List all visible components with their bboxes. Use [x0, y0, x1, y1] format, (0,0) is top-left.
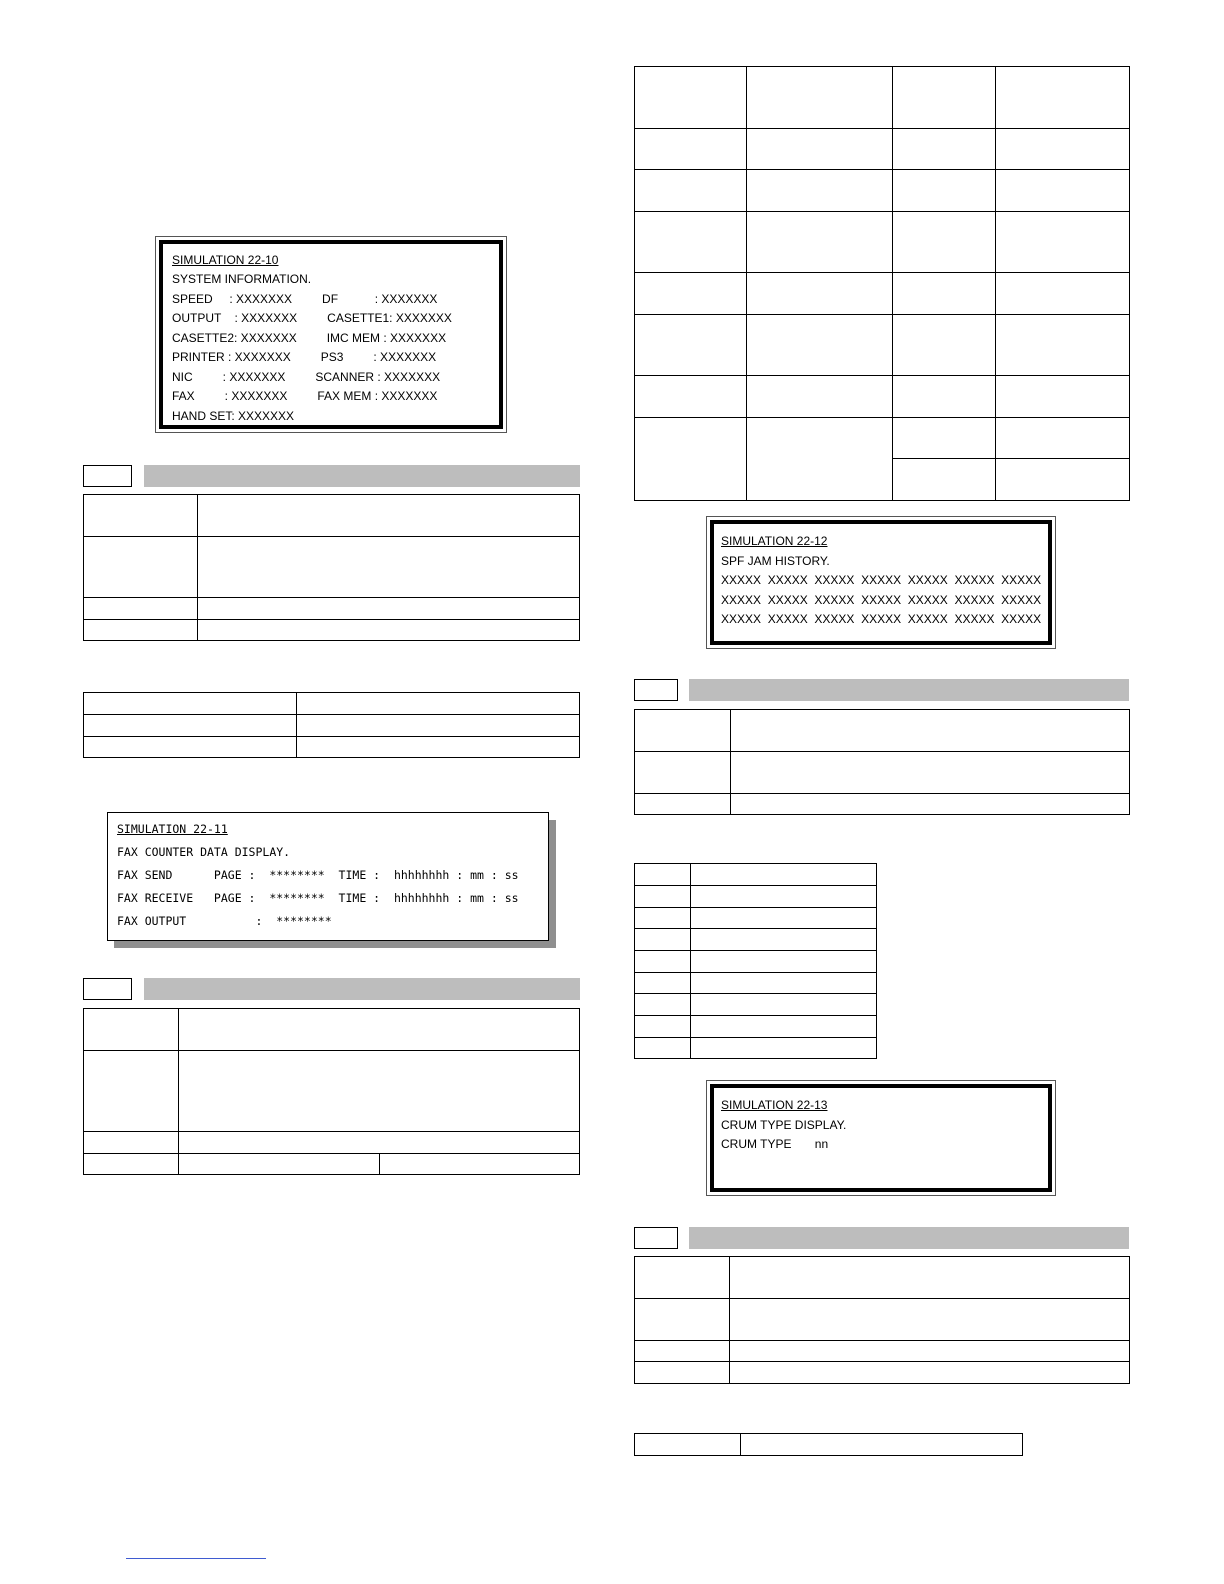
table-cell: [635, 376, 747, 418]
screen-title: SIMULATION 22-11: [117, 822, 228, 836]
table-cell: [84, 715, 297, 737]
section-header-bar: [689, 1227, 1129, 1249]
table-cell: [635, 794, 731, 815]
sim-22-13-sub-table: [634, 1433, 1023, 1456]
table-cell: [691, 1016, 877, 1038]
table-cell: [893, 459, 996, 501]
table-cell: [84, 693, 297, 715]
screen-line: CRUM TYPE nn: [721, 1137, 829, 1151]
table-cell: [84, 537, 198, 598]
table-cell: [635, 212, 747, 273]
table-cell: [996, 129, 1130, 170]
screen-line: NIC : XXXXXXX SCANNER : XXXXXXX: [172, 370, 441, 384]
sim-22-13-info-table: [634, 1256, 1130, 1384]
table-cell: [198, 495, 580, 537]
section-number-box: [83, 978, 132, 1000]
table-cell: [730, 1257, 1130, 1299]
table-cell: [996, 212, 1130, 273]
table-cell: [893, 67, 996, 129]
table-cell: [198, 537, 580, 598]
sim-22-10-sub-table: [83, 692, 580, 758]
table-cell: [635, 886, 691, 908]
table-cell: [691, 929, 877, 951]
screen-line: FAX SEND PAGE : ******** TIME : hhhhhhhh : mm : ss: [117, 868, 519, 882]
section-header-bar: [689, 679, 1129, 701]
table-cell: [747, 129, 893, 170]
table-cell: [635, 951, 691, 973]
table-cell: [84, 1154, 179, 1175]
table-cell: [747, 376, 893, 418]
screen-line: CRUM TYPE DISPLAY.: [721, 1118, 847, 1132]
table-cell: [635, 994, 691, 1016]
sim-22-12-detail-table: [634, 66, 1130, 501]
table-cell: [996, 67, 1130, 129]
sim-22-12-code-table: [634, 863, 877, 1059]
table-cell: [747, 212, 893, 273]
screen-line: PRINTER : XXXXXXX PS3 : XXXXXXX: [172, 350, 437, 364]
table-cell: [691, 994, 877, 1016]
table-cell: [84, 620, 198, 641]
table-cell: [893, 170, 996, 212]
sim-22-12-screen: [706, 516, 1056, 649]
table-cell: [198, 620, 580, 641]
table-cell: [84, 1009, 179, 1051]
table-cell: [635, 710, 731, 752]
table-cell: [297, 693, 580, 715]
table-cell: [730, 1341, 1130, 1362]
table-cell: [635, 1038, 691, 1059]
table-cell: [635, 67, 747, 129]
table-cell: [996, 459, 1130, 501]
table-cell: [635, 170, 747, 212]
table-cell: [635, 1362, 730, 1384]
table-cell: [747, 273, 893, 315]
table-cell: [635, 973, 691, 994]
table-cell: [635, 1016, 691, 1038]
sim-22-10-info-table: [83, 494, 580, 641]
table-cell: [731, 710, 1130, 752]
table-cell: [747, 315, 893, 376]
sim-22-12-info-table: [634, 709, 1130, 815]
table-cell: [297, 715, 580, 737]
section-number-box: [83, 465, 132, 487]
table-cell: [996, 418, 1130, 459]
table-cell: [635, 418, 747, 501]
table-cell: [297, 737, 580, 758]
table-cell: [179, 1132, 580, 1154]
table-cell: [747, 418, 893, 501]
table-cell: [996, 376, 1130, 418]
table-cell: [635, 315, 747, 376]
table-cell: [893, 273, 996, 315]
screen-line: SPF JAM HISTORY.: [721, 554, 830, 568]
screen-title: SIMULATION 22-13: [721, 1098, 828, 1112]
table-cell: [691, 1038, 877, 1059]
table-cell: [893, 212, 996, 273]
table-cell: [635, 1257, 730, 1299]
screen-line: OUTPUT : XXXXXXX CASETTE1: XXXXXXX: [172, 311, 452, 325]
screen-title: SIMULATION 22-10: [172, 253, 279, 267]
screen-line: FAX COUNTER DATA DISPLAY.: [117, 845, 291, 859]
table-cell: [84, 737, 297, 758]
screen-line: SPEED : XXXXXXX DF : XXXXXXX: [172, 292, 438, 306]
table-cell: [730, 1299, 1130, 1341]
table-cell: [731, 794, 1130, 815]
sim-22-11-screen: [107, 812, 549, 941]
table-cell: [635, 1341, 730, 1362]
table-cell: [635, 752, 731, 794]
table-cell: [691, 973, 877, 994]
table-cell: [635, 929, 691, 951]
table-cell: [893, 418, 996, 459]
footer-link-underline[interactable]: [126, 1558, 266, 1559]
table-cell: [741, 1434, 1023, 1456]
table-cell: [996, 315, 1130, 376]
section-number-box: [634, 1227, 678, 1249]
screen-line: XXXXX XXXXX XXXXX XXXXX XXXXX XXXXX XXXXX: [721, 573, 1042, 587]
table-cell: [635, 864, 691, 886]
section-header-bar: [144, 465, 580, 487]
table-cell: [179, 1009, 580, 1051]
table-cell: [731, 752, 1130, 794]
table-cell: [635, 273, 747, 315]
table-cell: [84, 495, 198, 537]
screen-line: XXXXX XXXXX XXXXX XXXXX XXXXX XXXXX XXXXX: [721, 593, 1042, 607]
sim-22-11-info-table: [83, 1008, 580, 1175]
table-cell: [380, 1154, 580, 1175]
table-cell: [893, 129, 996, 170]
table-cell: [635, 129, 747, 170]
table-cell: [691, 908, 877, 929]
table-cell: [179, 1154, 380, 1175]
table-cell: [635, 1434, 741, 1456]
table-cell: [179, 1051, 580, 1132]
sim-22-13-screen: [706, 1080, 1056, 1196]
table-cell: [996, 273, 1130, 315]
screen-line: FAX RECEIVE PAGE : ******** TIME : hhhhhhhh : mm : ss: [117, 891, 519, 905]
sim-22-10-screen: [155, 236, 507, 433]
section-header-bar: [144, 978, 580, 1000]
table-cell: [893, 376, 996, 418]
screen-line: FAX : XXXXXXX FAX MEM : XXXXXXX: [172, 389, 438, 403]
screen-line: SYSTEM INFORMATION.: [172, 272, 312, 286]
table-cell: [635, 1299, 730, 1341]
table-cell: [730, 1362, 1130, 1384]
table-cell: [691, 886, 877, 908]
table-cell: [198, 598, 580, 620]
table-cell: [84, 598, 198, 620]
table-cell: [893, 315, 996, 376]
table-cell: [996, 170, 1130, 212]
table-cell: [691, 864, 877, 886]
screen-line: FAX OUTPUT : ********: [117, 914, 332, 928]
screen-line: HAND SET: XXXXXXX: [172, 409, 295, 423]
screen-line: CASETTE2: XXXXXXX IMC MEM : XXXXXXX: [172, 331, 447, 345]
screen-line: XXXXX XXXXX XXXXX XXXXX XXXXX XXXXX XXXXX: [721, 612, 1042, 626]
table-cell: [635, 908, 691, 929]
table-cell: [747, 170, 893, 212]
table-cell: [84, 1051, 179, 1132]
table-cell: [691, 951, 877, 973]
section-number-box: [634, 679, 678, 701]
table-cell: [84, 1132, 179, 1154]
table-cell: [747, 67, 893, 129]
screen-title: SIMULATION 22-12: [721, 534, 828, 548]
